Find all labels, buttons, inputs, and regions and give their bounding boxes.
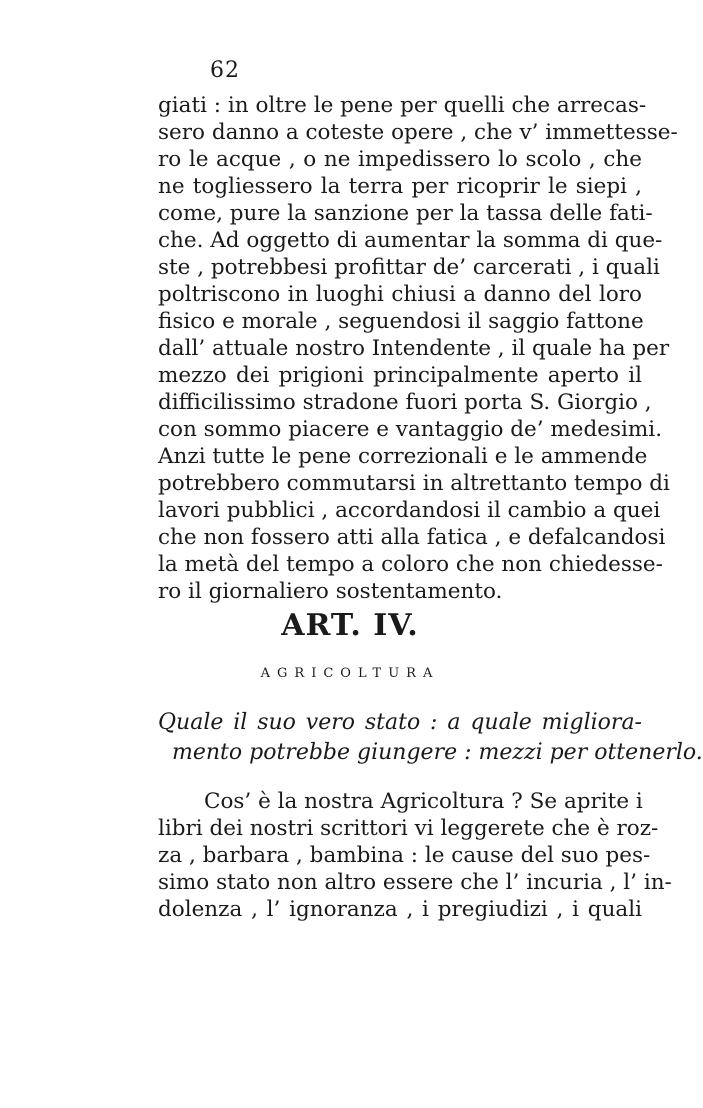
- text-line: Cos’ è la nostra Agricoltura ? Se aprite i: [204, 789, 643, 814]
- text-line: come, pure la sanzione per la tassa delle fati-: [158, 201, 653, 226]
- text-line: sero danno a coteste opere , che v’ immettesse-: [158, 120, 678, 145]
- text-line: mezzo dei prigioni principalmente aperto il: [158, 363, 642, 388]
- text-line: libri dei nostri scrittori vi leggerete che è roz-: [158, 816, 659, 841]
- text-line: ro il giornaliero sostentamento.: [158, 579, 503, 604]
- question-line: mento potrebbe giungere : mezzi per ottenerlo.: [172, 740, 703, 765]
- page-number: 62: [210, 58, 240, 83]
- text-line: giati : in oltre le pene per quelli che arrecas-: [158, 93, 647, 118]
- text-line: ste , potrebbesi profittar de’ carcerati , i quali: [158, 255, 660, 280]
- text-line: fisico e morale , seguendosi il saggio fattone: [158, 309, 644, 334]
- text-line: ne togliessero la terra per ricoprir le siepi ,: [158, 174, 642, 199]
- text-line: Anzi tutte le pene correzionali e le ammende: [158, 444, 648, 469]
- text-line: lavori pubblici , accordandosi il cambio a quei: [158, 498, 661, 523]
- text-line: dall’ attuale nostro Intendente , il quale ha per: [158, 336, 670, 361]
- text-line: la metà del tempo a coloro che non chiedesse-: [158, 552, 663, 577]
- text-line: dolenza , l’ ignoranza , i pregiudizi , i quali: [158, 897, 642, 922]
- text-line: potrebbero commutarsi in altrettanto tempo di: [158, 471, 670, 496]
- text-line: poltriscono in luoghi chiusi a danno del loro: [158, 282, 642, 307]
- text-line: difficilissimo stradone fuori porta S. Giorgio ,: [158, 390, 652, 415]
- text-line: simo stato non altro essere che l’ incuria , l’ in-: [158, 870, 672, 895]
- text-line: ro le acque , o ne impedissero lo scolo , che: [158, 147, 642, 172]
- text-line: con sommo piacere e vantaggio de’ medesimi.: [158, 417, 663, 442]
- paragraph-agriculture: [158, 788, 672, 923]
- section-heading: AGRICOLTURA: [260, 666, 440, 681]
- text-line: che. Ad oggetto di aumentar la somma di que-: [158, 228, 663, 253]
- text-line: che non fossero atti alla fatica , e defalcandosi: [158, 525, 666, 550]
- article-question: [158, 708, 703, 768]
- question-line: Quale il suo vero stato : a quale migliora-: [158, 710, 642, 735]
- paragraph-continued: [158, 92, 678, 605]
- text-line: za , barbara , bambina : le cause del suo pes-: [158, 843, 651, 868]
- article-heading: ART. IV.: [281, 608, 419, 643]
